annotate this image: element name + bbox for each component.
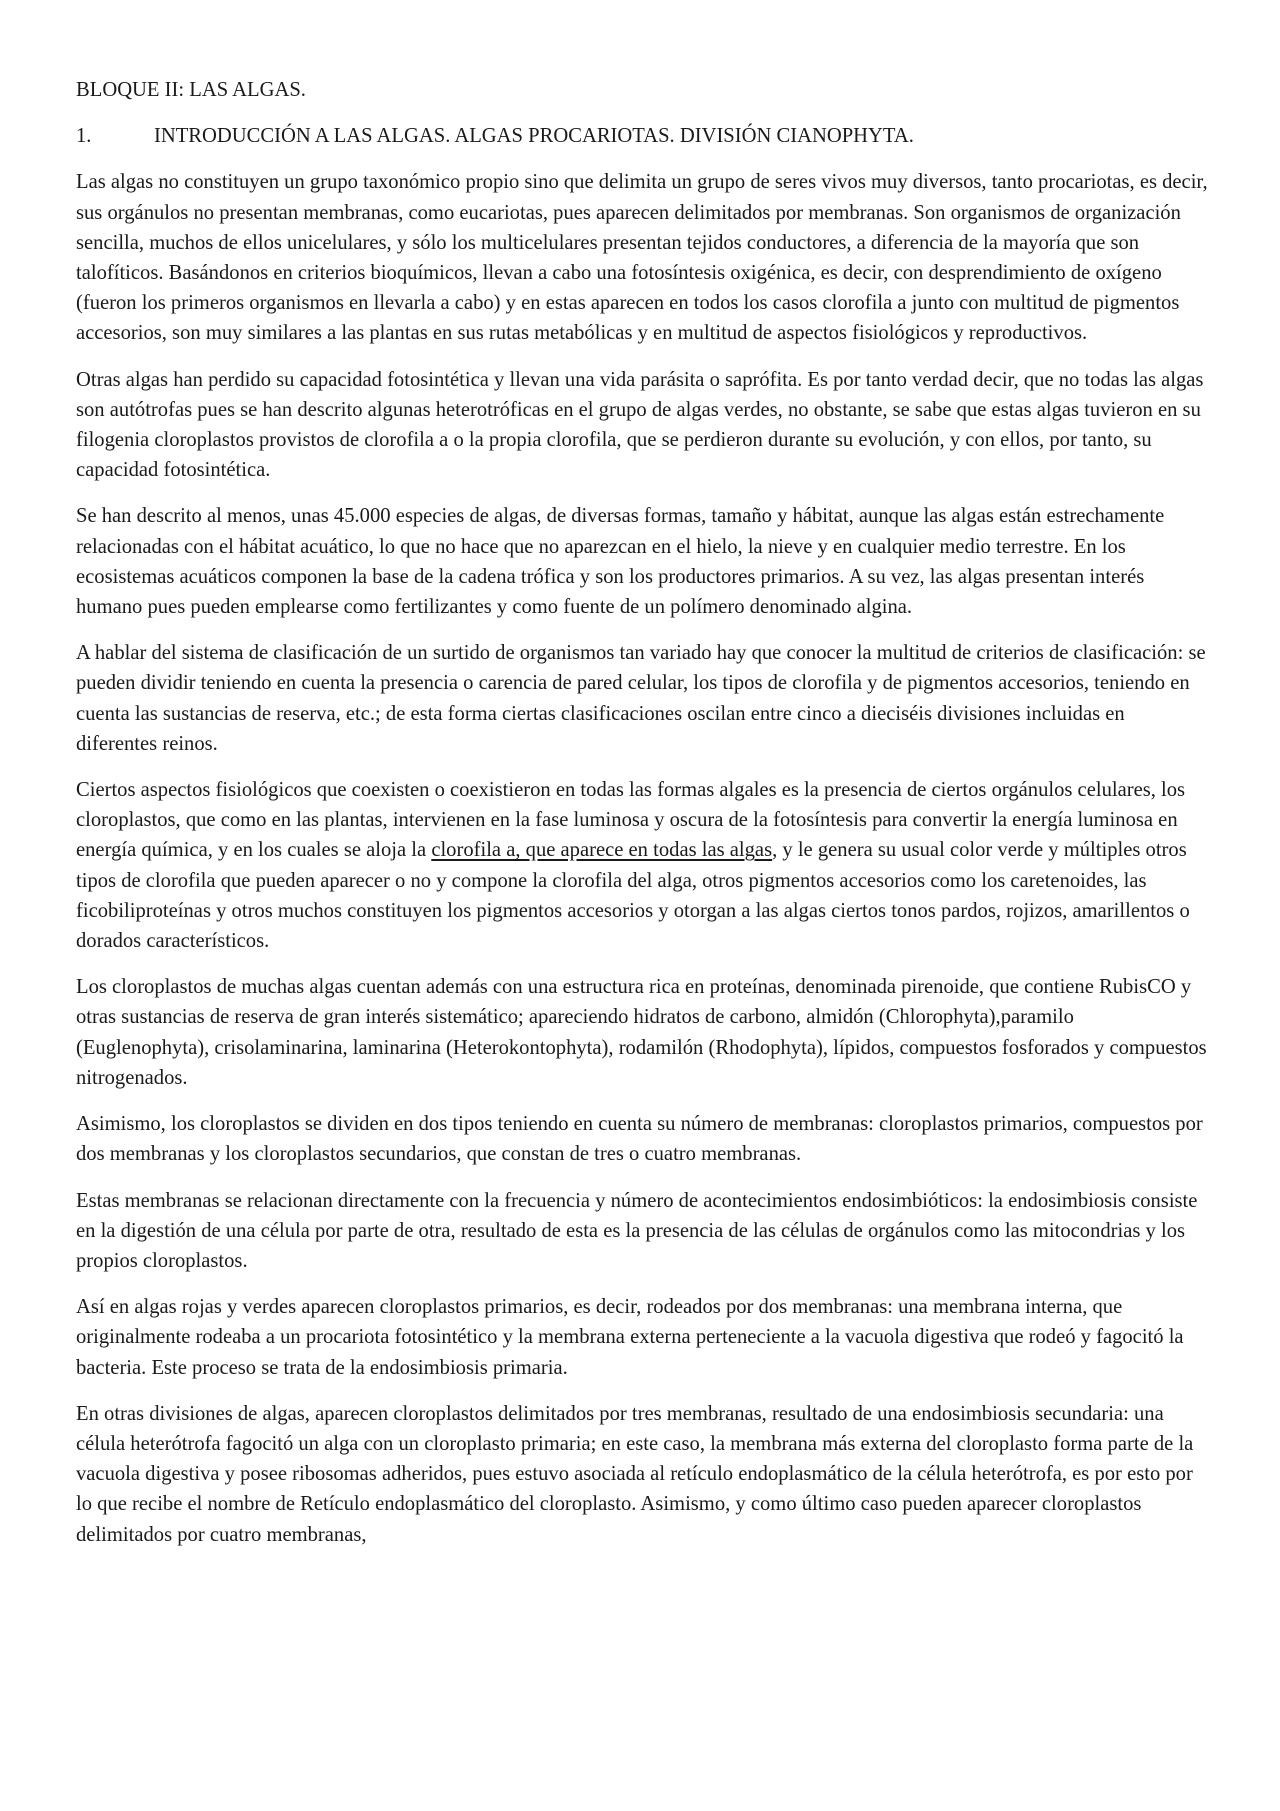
paragraph: Asimismo, los cloroplastos se dividen en dos tipos teniendo en cuenta su número de membranas: cloroplastos primarios, compuestos por dos membranas y los cloroplastos secundarios, que constan de tres o cuatro membranas. [76,1113,1203,1166]
section-title: INTRODUCCIÓN A LAS ALGAS. ALGAS PROCARIOTAS. DIVISIÓN CIANOPHYTA. [154,125,914,148]
paragraph-text-after: , y le genera su usual color verde y múltiples otros tipos de clorofila que pueden aparecer o no y compone la clorofila del alga, otros pigmentos accesorios como los caretenoides, las ficobiliproteínas y otros muchos constituyen los pigmentos accesorios y otorgan a las algas ciertos tonos pardos, rojizos, amarillentos o dorados característicos. [76,839,1190,953]
paragraph: Otras algas han perdido su capacidad fotosintética y llevan una vida parásita o saprófita. Es por tanto verdad decir, que no todas las algas son autótrofas pues se han descrito algunas heterotróficas en el grupo de algas verdes, no obstante, se sabe que estas algas tuvieron en su filogenia cloroplastos provistos de clorofila a o la propia clorofila, que se perdieron durante su evolución, y con ellos, por tanto, su capacidad fotosintética. [76,368,1204,482]
paragraph: Estas membranas se relacionan directamente con la frecuencia y número de acontecimientos endosimbióticos: la endosimbiosis consiste en la digestión de una célula por parte de otra, resultado de esta es la presencia de las células de orgánulos como las mitocondrias y los propios cloroplastos. [76,1189,1198,1272]
block-title: BLOQUE II: LAS ALGAS. [76,79,306,101]
section-number: 1. [76,125,92,148]
paragraph-text-before: Ciertos aspectos fisiológicos que coexisten o coexistieron en todas las formas algales es la presencia de ciertos orgánulos celulares, los cloroplastos, que como en las plantas, intervienen en la fase luminosa y oscura de la fotosíntesis para convertir la energía luminosa en energía química, y en los cuales se aloja la [76,779,1186,862]
paragraph: A hablar del sistema de clasificación de un surtido de organismos tan variado hay que conocer la multitud de criterios de clasificación: se pueden dividir teniendo en cuenta la presencia o carencia de pared celular, los tipos de clorofila y de pigmentos accesorios, teniendo en cuenta las sustancias de reserva, etc.; de esta forma ciertas clasificaciones oscilan entre cinco a dieciséis divisiones incluidas en diferentes reinos. [76,642,1206,755]
section-heading [76,121,1210,151]
paragraph: Los cloroplastos de muchas algas cuentan además con una estructura rica en proteínas, denominada pirenoide, que contiene RubisCO y otras sustancias de reserva de gran interés sistemático; apareciendo hidratos de carbono, almidón (Chlorophyta),paramilo (Euglenophyta), crisolaminarina, laminarina (Heterokontophyta), rodamilón (Rhodophyta), lípidos, compuestos fosforados y compuestos nitrogenados. [76,976,1207,1089]
paragraph: En otras divisiones de algas, aparecen cloroplastos delimitados por tres membranas, resultado de una endosimbiosis secundaria: una célula heterótrofa fagocitó un alga con un cloroplasto primaria; en este caso, la membrana más externa del cloroplasto forma parte de la vacuola digestiva y posee ribosomas adheridos, pues estuvo asociada al retículo endoplasmático de la célula heterótrofa, es por esto por lo que recibe el nombre de Retículo endoplasmático del cloroplasto. Asimismo, y como último caso pueden aparecer cloroplastos delimitados por cuatro membranas, [76,1402,1194,1546]
document-body [76,75,1210,1566]
paragraph-with-underline [76,775,1210,956]
paragraph: Las algas no constituyen un grupo taxonómico propio sino que delimita un grupo de seres vivos muy diversos, tanto procariotas, es decir, sus orgánulos no presentan membranas, como eucariotas, pues aparecen delimitados por membranas. Son organismos de organización sencilla, muchos de ellos unicelulares, y sólo los multicelulares presentan tejidos conductores, a diferencia de la mayoría que son talofíticos. Basándonos en criterios bioquímicos, llevan a cabo una fotosíntesis oxigénica, es decir, con desprendimiento de oxígeno (fueron los primeros organismos en llevarla a cabo) y en estas aparecen en todos los casos clorofila a junto con multitud de pigmentos accesorios, son muy similares a las plantas en sus rutas metabólicas y en multitud de aspectos fisiológicos y reproductivos. [76,171,1208,345]
paragraph: Se han descrito al menos, unas 45.000 especies de algas, de diversas formas, tamaño y hábitat, aunque las algas están estrechamente relacionadas con el hábitat acuático, lo que no hace que no aparezcan en el hielo, la nieve y en cualquier medio terrestre. En los ecosistemas acuáticos componen la base de la cadena trófica y son los productores primarios. A su vez, las algas presentan interés humano pues pueden emplearse como fertilizantes y como fuente de un polímero denominado algina. [76,505,1165,619]
paragraph: Así en algas rojas y verdes aparecen cloroplastos primarios, es decir, rodeados por dos membranas: una membrana interna, que originalmente rodeaba a un procariota fotosintético y la membrana externa perteneciente a la vacuola digestiva que rodeó y fagocitó la bacteria. Este proceso se trata de la endosimbiosis primaria. [76,1296,1184,1379]
underlined-phrase: clorofila a, que aparece en todas las algas [431,839,773,862]
